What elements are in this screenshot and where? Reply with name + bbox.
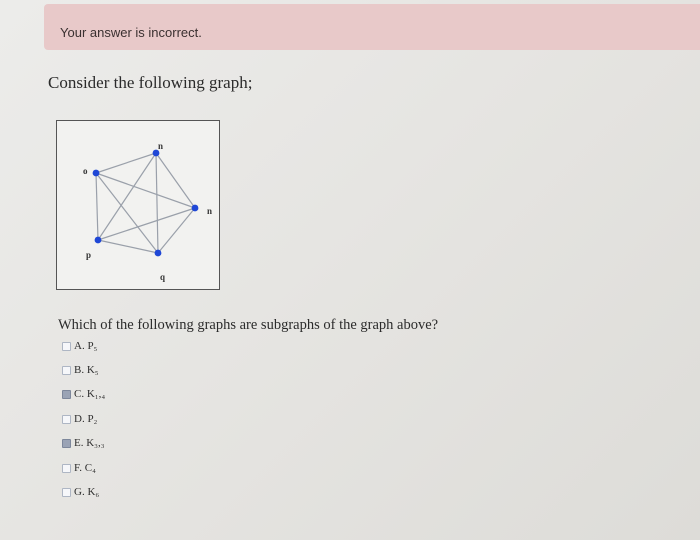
choice-label: C. K₁,₄ (74, 388, 106, 400)
checkbox[interactable] (62, 366, 71, 375)
vertex-o (93, 170, 100, 177)
edge-right-bottomleft (98, 208, 195, 240)
vertex-label-p: p (86, 250, 92, 260)
vertex-label-n-top: n (158, 141, 164, 151)
choice-label: F. C₄ (74, 462, 96, 474)
choice-e[interactable] (62, 437, 105, 449)
vertex-q (155, 250, 162, 257)
vertex-label-q: q (160, 272, 166, 282)
edge-top-left (96, 153, 156, 173)
choice-label: B. K₅ (74, 364, 99, 376)
choice-c[interactable] (62, 388, 105, 400)
choice-a[interactable] (62, 340, 97, 352)
checkbox[interactable] (62, 464, 71, 473)
checkbox[interactable] (62, 488, 71, 497)
edge-top-bottom (156, 153, 158, 253)
feedback-message: Your answer is incorrect. (60, 25, 202, 40)
vertex-label-n-right: n (207, 206, 213, 216)
edge-top-right (156, 153, 195, 208)
choice-label: G. K₆ (74, 486, 100, 498)
edge-top-bottomleft (98, 153, 156, 240)
choice-g[interactable] (62, 486, 99, 498)
edge-right-bottom (158, 208, 195, 253)
question-text: Which of the following graphs are subgraphs of the graph above? (58, 317, 439, 333)
checkbox-checked[interactable] (62, 439, 71, 448)
choice-f[interactable] (62, 462, 96, 474)
edge-left-right (96, 173, 195, 208)
choice-label: D. P₂ (74, 413, 98, 425)
checkbox[interactable] (62, 415, 71, 424)
vertex-p (95, 237, 102, 244)
graph-edges (96, 153, 195, 253)
choice-d[interactable] (62, 413, 97, 425)
graph-figure (56, 120, 220, 290)
prompt-text: Consider the following graph; (48, 73, 253, 92)
graph-svg (57, 121, 221, 291)
checkbox[interactable] (62, 342, 71, 351)
choice-b[interactable] (62, 364, 99, 376)
vertex-n-right (192, 205, 199, 212)
choice-label: A. P₅ (74, 340, 98, 352)
checkbox-checked[interactable] (62, 390, 71, 399)
feedback-banner (44, 4, 700, 50)
edge-left-bottomleft (96, 173, 98, 240)
choice-label: E. K₃,₃ (74, 437, 105, 449)
vertex-label-o: o (83, 166, 88, 176)
